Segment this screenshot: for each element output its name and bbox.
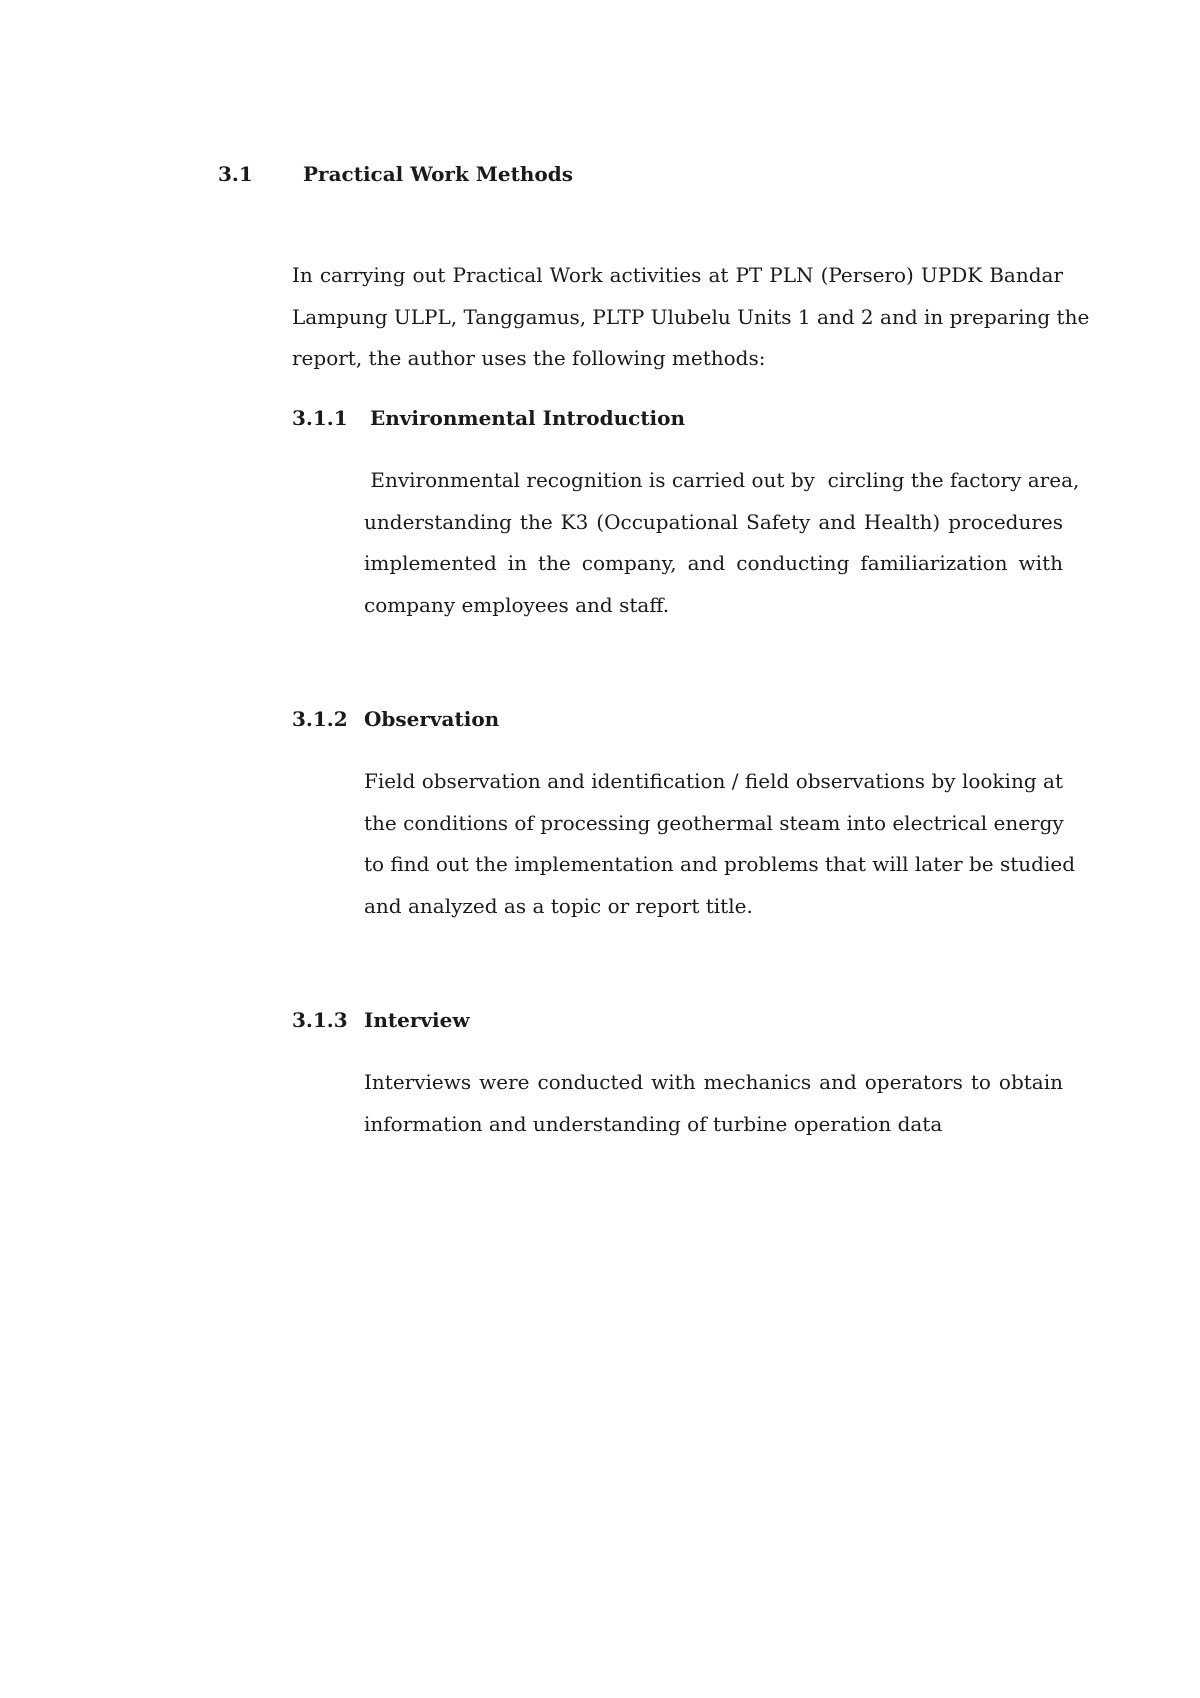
paragraph-line: implemented in the company, and conducting familiarization with: [364, 551, 1063, 575]
subsection-paragraph: [364, 761, 1076, 927]
subsection-number: 3.1.3: [292, 1008, 348, 1032]
subsection-number: 3.1.1: [292, 406, 348, 430]
paragraph-line: Interviews were conducted with mechanics and operators to obtain: [364, 1070, 1063, 1094]
paragraph-line: Field observation and identification / field observations by looking at: [364, 769, 1063, 793]
paragraph-line: report, the author uses the following methods:: [292, 346, 766, 370]
paragraph-line: In carrying out Practical Work activities at PT PLN (Persero) UPDK Bandar: [292, 263, 1063, 287]
paragraph-line: and analyzed as a topic or report title.: [364, 893, 753, 918]
subsection-title: Environmental Introduction: [370, 406, 686, 430]
subsection-title: Interview: [364, 1008, 470, 1032]
subsection-number: 3.1.2: [292, 707, 348, 731]
section-title: Practical Work Methods: [303, 162, 573, 186]
paragraph-line: to find out the implementation and problems that will later be studied: [364, 852, 1076, 876]
paragraph-line: Lampung ULPL, Tanggamus, PLTP Ulubelu Units 1 and 2 and in preparing the: [292, 304, 1090, 329]
paragraph-line: the conditions of processing geothermal steam into electrical energy: [364, 810, 1064, 835]
paragraph-line: information and understanding of turbine operation data: [364, 1111, 943, 1136]
paragraph-line: company employees and staff.: [364, 592, 670, 617]
subsection-paragraph: [364, 460, 1080, 626]
section-number: 3.1: [218, 162, 253, 186]
paragraph-line: understanding the K3 (Occupational Safety and Health) procedures: [364, 509, 1063, 534]
subsection-paragraph: [364, 1062, 1063, 1145]
paragraph-line: Environmental recognition is carried out by circling the factory area,: [364, 468, 1080, 492]
subsection-title: Observation: [364, 707, 500, 731]
intro-paragraph: [292, 255, 1090, 380]
